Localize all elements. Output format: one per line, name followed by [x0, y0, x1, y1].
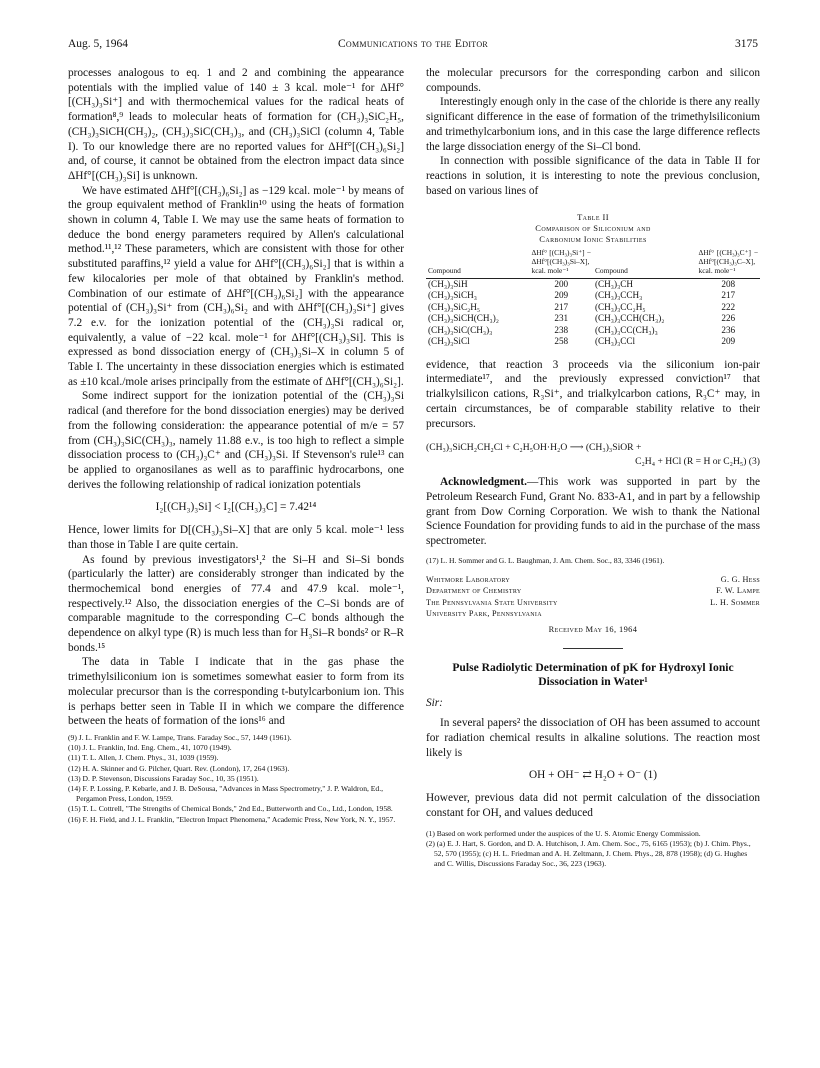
affiliation-row	[426, 574, 760, 586]
header-page-number: 3175	[735, 38, 758, 50]
paragraph: In several papers² the dissociation of OH has been assumed to account for radiation chemical results in alkaline solutions. The reaction most likely is	[426, 717, 760, 759]
affiliation-row	[426, 597, 760, 609]
divider	[563, 648, 623, 649]
table-row	[426, 290, 760, 302]
affiliation: Department of Chemistry	[426, 586, 522, 596]
paragraph: Hence, lower limits for D[(CH₃)₃Si–X] that are only 5 kcal. mole⁻¹ less than those in Table I are quite certain.	[68, 524, 404, 551]
footnote: (11) T. L. Allen, J. Chem. Phys., 31, 1039 (1959).	[68, 753, 219, 763]
footnote	[426, 556, 760, 566]
affiliation-row	[426, 585, 760, 597]
footnote: (13) D. P. Stevenson, Discussions Faraday Soc., 10, 35 (1951).	[68, 773, 259, 783]
column-header: Compound	[426, 249, 530, 278]
paragraph: Interestingly enough only in the case of the chloride is there any really significant difference in the ease of formation of the trimethylsiliconium and trimethylcarbonium ions, and in this case the large difference reflects the large dissociation energy of the Si–Cl bond.	[426, 96, 760, 153]
footnote: (9) J. L. Franklin and F. W. Lampe, Trans. Faraday Soc., 57, 1449 (1961).	[68, 732, 292, 742]
footnotes	[426, 829, 760, 870]
author: G. G. Hess	[720, 574, 760, 584]
table-cell: 217	[721, 290, 736, 301]
table-cell: (CH₃)₃SiH	[428, 278, 468, 289]
table-row	[426, 302, 760, 314]
table-title: Comparison of Siliconium and	[535, 223, 651, 234]
table-title: Carbonium Ionic Stabilities	[539, 234, 647, 245]
table-cell: (CH₃)₃SiCl	[428, 336, 470, 347]
paragraph: As found by previous investigators¹,² the Si–H and Si–Si bonds (particularly the latter) are considerably stronger than indicated by the thermochemical bond energies of 77.4 and 47.9 kcal. mole⁻¹, respectively.¹² Also, the dissociation energies of the C–Si bonds are of comparable magnitude to the corresponding C–C bonds although the dependence on alkyl type (R) is much less than for H₃Si–R bonds² or R–R bonds.¹⁵	[68, 553, 404, 654]
table-cell: 222	[721, 301, 736, 312]
author: L. H. Sommer	[710, 597, 760, 607]
paragraph: processes analogous to eq. 1 and 2 and combining the appearance potentials with the implied value of 140 ± 3 kcal. mole⁻¹ for ΔHf°[(CH₃)₃Si⁺] and with thermochemical values for the radical heats of formation⁸,⁹ leads to molecular heats of formation for (CH₃)₃SiC₂H₅, (CH₃)₃SiCH(CH₃)₂, (CH₃)₃SiC(CH₃)₃, and (CH₃)₃SiCl (column 4, Table I). To our knowledge there are no reported values for ΔHf°[(CH₃)₆Si₂] and, of course, it cannot be obtained from the electron impact data since ΔHf°[(CH₃)₃Si] is unknown.	[68, 67, 404, 182]
received-date: Received May 16, 1964	[548, 624, 638, 634]
table-cell: 226	[721, 313, 736, 324]
equation-line: (CH₃)₃SiCH₂CH₂Cl + C₂H₅OH·H₂O ⟶ (CH₃)₃SiOR +	[426, 442, 642, 454]
footnote: (2) (a) E. J. Hart, S. Gordon, and D. A. Hutchison, J. Am. Chem. Soc., 75, 6165 (1953); (b) J. Chim. Phys., 52, 570 (1955); (c) H. L. Friedman and A. H. Zeltmann, J. Chem. Phys., 28, 878 (1958); (d) G. Hughes and C. Willis, Discussions Faraday Soc., 36, 223 (1963).	[426, 838, 751, 869]
column-header: Compound	[593, 249, 697, 278]
running-header	[68, 38, 758, 54]
left-column	[68, 66, 404, 825]
header-journal: Communications to the Editor	[337, 38, 489, 50]
salutation: Sir:	[426, 696, 443, 709]
table-cell: (CH₃)₃SiC₂H₅	[428, 301, 481, 312]
column-header: ΔHf° [(CH₃)₃Si⁺] − ΔHf°[(CH₃)₃Si–X], kcal. mole⁻¹	[530, 249, 593, 278]
table-cell: 231	[554, 313, 569, 324]
table-row	[426, 278, 760, 290]
equation-3	[426, 441, 760, 469]
footnote: (14) F. P. Lossing, P. Kebarle, and J. B. DeSousa, "Advances in Mass Spectrometry," J. P. Waldron, Ed., Pergamon Press, London, 1959.	[68, 783, 384, 804]
header-date: Aug. 5, 1964	[68, 38, 129, 50]
table-cell: (CH₃)₃SiCH(CH₃)₂	[428, 313, 500, 324]
table-cell: (CH₃)₃CCH₃	[594, 290, 643, 301]
table-cell: (CH₃)₃CC₂H₅	[594, 301, 646, 312]
paragraph: In connection with possible significance of the data in Table II for reactions in solution, it is interesting to note the previous conclusion, based on various lines of	[426, 155, 760, 197]
paragraph: We have estimated ΔHf°[(CH₃)₆Si₂] as −129 kcal. mole⁻¹ by means of the group equivalent method of Franklin¹⁰ using the heats of formation shown in column 4, Table I. We may use the same heats of formation to deduce the bond energy parameters required by Allen's calculational method.¹¹,¹² These parameters, which are consistent with those for other substituted paraffins,¹² yield a value for ΔHf°[(CH₃)₆Si₂] that is within a few kilocalories per mole of that obtained by Franklin's method. Combination of our estimate of ΔHf°[(CH₃)₆Si₂] with the appearance potential of (CH₃)₃Si⁺ from (CH₃)₆Si₂ and with ΔHf°[(CH₃)₃Si⁺] gives 7.2 e.v. for the ionization potential of the (CH₃)₃Si radical or, equivalently, a value of −22 kcal. mole⁻¹ for ΔHf°[(CH₃)₃Si]. This is expressed as bond dissociation energy of (CH₃)₃Si–X in column 5 of Table I. The uncertainty in these dissociation energies which is estimated as ±10 kcal./mole arises principally from the estimate of ΔHf°[(CH₃)₆Si₂].	[68, 184, 404, 388]
paragraph: However, previous data did not permit calculation of the dissociation constant for OH, and values deduced	[426, 792, 760, 819]
table-cell: 238	[554, 324, 569, 335]
stability-table	[426, 249, 760, 347]
table-cell: (CH₃)₃CC(CH₃)₃	[594, 324, 658, 335]
equation: I₂[(CH₃)₃Si] < I₂[(CH₃)₃C] = 7.42¹⁴	[155, 501, 317, 514]
table-cell: 200	[554, 278, 569, 289]
table-cell: (CH₃)₃SiCH₃	[428, 290, 477, 301]
affiliation: University Park, Pennsylvania	[426, 609, 542, 619]
table-cell: 217	[554, 301, 569, 312]
paragraph: the molecular precursors for the corresponding carbon and silicon compounds.	[426, 67, 760, 94]
table-cell: (CH₃)₃CCH(CH₃)₂	[594, 313, 665, 324]
footnote: (17) L. H. Sommer and G. L. Baughman, J. Am. Chem. Soc., 83, 3346 (1961).	[426, 555, 665, 565]
table-cell: (CH₃)₃CH	[594, 278, 634, 289]
affiliation-block	[426, 574, 760, 620]
acknowledgment-text: —This work was supported in part by the Petroleum Research Fund, Grant No. 833-A1, and in part by a fellowship grant from Dow Corning Corporation. We wish to thank the National Science Foundation for providing funds to aid in the purchase of the mass spectrometer.	[426, 476, 760, 548]
table-row	[426, 336, 760, 348]
table-cell: (CH₃)₃SiC(CH₃)₃	[428, 324, 493, 335]
article-title: Pulse Radiolytic Determination of pK for Hydroxyl Ionic Dissociation in Water¹	[452, 660, 734, 689]
equation-line: C₂H₄ + HCl (R = H or C₂H₅) (3)	[635, 456, 760, 468]
paragraph: Some indirect support for the ionization potential of the (CH₃)₃Si radical (and therefore for the bond dissociation energies) may be derived from the following consideration: the appearance potential of m/e = 57 from (CH₃)₃SiC(CH₃)₃, namely 11.88 e.v., is too high to reflect a simple dissociation process to (CH₃)₃C⁺ and (CH₃)₃Si. If Stevenson's rule¹³ can be applied to organosilanes as well as to paraffinic hydrocarbons, one derives the following relationship of radical ionization potentials	[68, 390, 404, 491]
footnote: (12) H. A. Skinner and G. Pilcher, Quart. Rev. (London), 17, 264 (1963).	[68, 763, 290, 773]
equation-1: OH + OH⁻ ⇄ H₂O + O⁻ (1)	[528, 769, 658, 782]
footnote: (15) T. L. Cottrell, "The Strengths of Chemical Bonds," 2nd Ed., Butterworth and Co., Ltd., London, 1958.	[68, 804, 393, 814]
table-caption	[426, 212, 760, 245]
affiliation-row	[426, 608, 760, 620]
table-cell: 208	[721, 278, 736, 289]
table-label: Table II	[577, 212, 609, 223]
table-cell: 209	[721, 336, 736, 347]
affiliation: The Pennsylvania State University	[426, 597, 558, 607]
acknowledgment	[426, 475, 760, 549]
table-cell: 258	[554, 336, 569, 347]
right-column	[426, 66, 760, 869]
table-cell: 236	[721, 324, 736, 335]
table-row	[426, 325, 760, 337]
author: F. W. Lampe	[716, 586, 760, 596]
footnote: (10) J. L. Franklin, Ind. Eng. Chem., 41, 1070 (1949).	[68, 743, 232, 753]
table-cell: 209	[554, 290, 569, 301]
column-header: ΔHf° [(CH₃)₃C⁺] − ΔHf°[(CH₃)₃C–X], kcal. mole⁻¹	[697, 249, 760, 278]
footnote: (16) F. H. Field, and J. L. Franklin, "Electron Impact Phenomena," Academic Press, New York, N. Y., 1957.	[68, 814, 396, 824]
acknowledgment-title: Acknowledgment.	[440, 476, 527, 489]
paragraph: The data in Table I indicate that in the gas phase the trimethylsiliconium ion is sometimes somewhat easier to form from its molecular precursor than is the corresponding t-butylcarbonium ion. This is perhaps better seen in Table II in which we compare the difference between the heats of formation of the ions¹⁶ and	[68, 656, 404, 728]
affiliation: Whitmore Laboratory	[426, 574, 511, 584]
table-cell: (CH₃)₃CCl	[594, 336, 636, 347]
footnotes	[68, 733, 404, 825]
table-row	[426, 313, 760, 325]
footnote: (1) Based on work performed under the auspices of the U. S. Atomic Energy Commission.	[426, 828, 701, 838]
paragraph: evidence, that reaction 3 proceeds via the siliconium ion-pair intermediate¹⁷, and the previously expressed conviction¹⁷ that trialkylsilicon cations, R₃Si⁺, and trialkylcarbon cations, R₃C⁺ may, in certain circumstances, be of comparable stability relative to their precursors.	[426, 358, 760, 430]
